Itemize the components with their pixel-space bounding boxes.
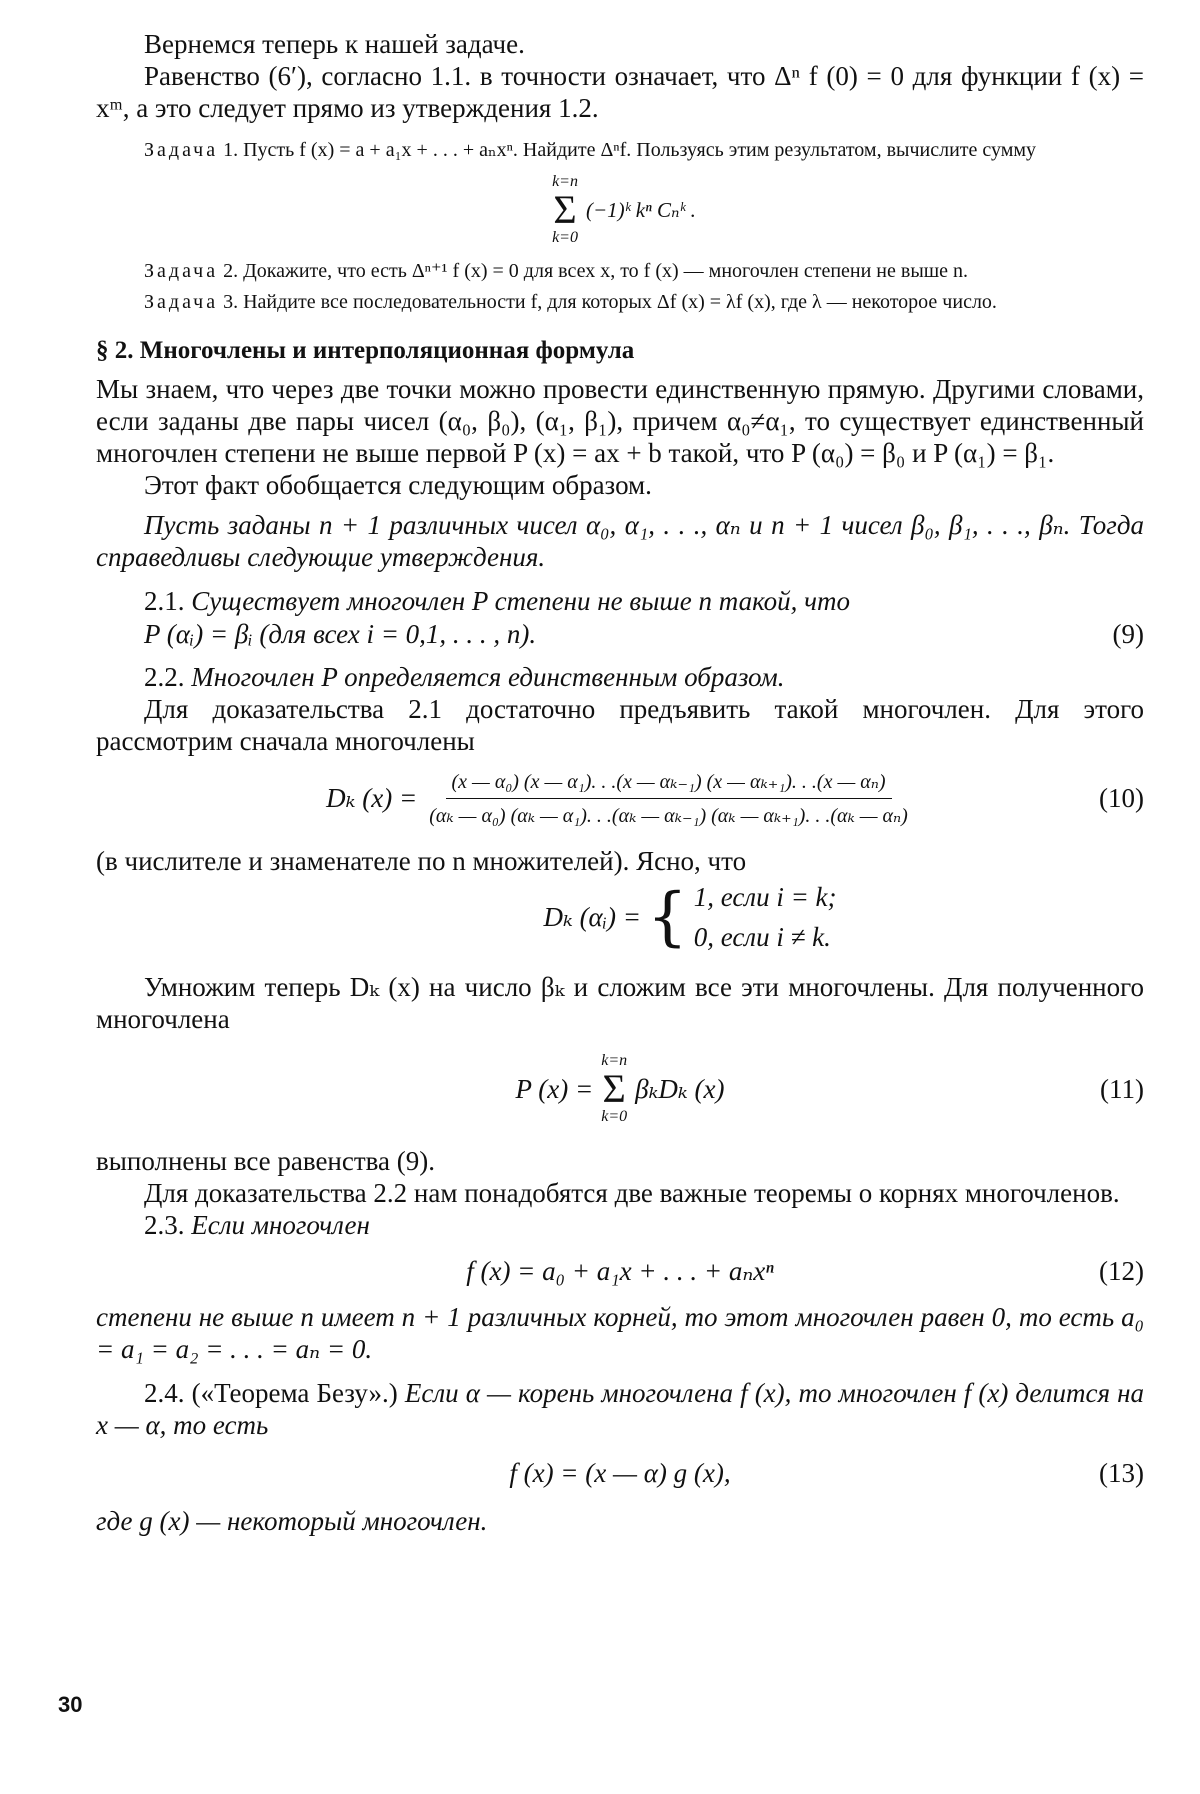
equation-13: [96, 1441, 1144, 1505]
section-heading: § 2. Многочлены и интерполяционная формула: [96, 337, 635, 364]
paragraph-equalities-hold: выполнены все равенства (9).: [96, 1146, 436, 1176]
task-3-text: 3. Найдите все последовательности f, для которых Δf (x) = λf (x), где λ — некоторое число.: [223, 291, 997, 313]
statement-2-1: [96, 585, 1144, 617]
statement-2-1-number: 2.1.: [144, 586, 185, 616]
statement-2-2-text: Многочлен P определяется единственным образом.: [191, 662, 785, 692]
equation-11-lhs: P (x) =: [515, 1073, 594, 1104]
paragraph-statement: Пусть заданы n + 1 различных чисел α₀, α₁, . . ., αₙ и n + 1 чисел β₀, β₁, . . ., βₙ. Тогда справедливы следующие утверждения.: [96, 510, 1144, 572]
equation-9-body: P (αᵢ) = βᵢ (для всех i = 0,1, . . . , n).: [144, 618, 537, 649]
statement-2-2: [96, 661, 1144, 693]
task-2-label: Задача: [144, 260, 219, 282]
page-number: 30: [58, 1692, 83, 1717]
statement-2-4: [96, 1377, 1144, 1441]
equation-11-sum: [601, 1052, 627, 1126]
sigma-symbol: Σ: [553, 187, 577, 232]
equation-11-lower: k=0: [601, 1108, 628, 1125]
paragraph-multiply: Умножим теперь Dₖ (x) на число βₖ и сложим все эти многочлены. Для полученного многочлена: [96, 972, 1144, 1034]
equation-13-body: f (x) = (x — α) g (x),: [509, 1457, 731, 1488]
cases-list: [694, 877, 837, 957]
equation-11-body: βₖDₖ (x): [635, 1073, 725, 1104]
statement-2-1-text: Существует многочлен P степени не выше n такой, что: [191, 586, 851, 616]
equation-9-number: (9): [1112, 618, 1144, 649]
equation-10: [96, 761, 1144, 835]
task-2: [96, 259, 1144, 284]
paragraph-factors: (в числителе и знаменателе по n множителей). Ясно, что: [96, 846, 747, 876]
statement-2-3-number: 2.3.: [144, 1210, 185, 1240]
sum-formula: [96, 173, 1144, 247]
equation-11: [96, 1041, 1144, 1137]
sum-upper-limit: k=n: [552, 173, 578, 190]
equation-13-number: (13): [1099, 1457, 1144, 1488]
task-3: [96, 290, 1144, 315]
task-1-text: 1. Пусть f (x) = a + a₁x + . . . + aₙxⁿ. Найдите Δⁿf. Пользуясь этим результатом, вычислите сумму: [223, 139, 1037, 161]
sum-operator: [552, 173, 578, 247]
equation-12-number: (12): [1099, 1255, 1144, 1286]
paragraph-proof-2-2: Для доказательства 2.2 нам понадобятся две важные теоремы о корнях многочленов.: [144, 1178, 1120, 1208]
task-2-text: 2. Докажите, что есть Δⁿ⁺¹ f (x) = 0 для всех x, то f (x) — многочлен степени не выше n.: [223, 260, 969, 282]
statement-2-3: [96, 1209, 1144, 1241]
task-1: [96, 138, 1144, 163]
statement-2-4-number: 2.4.: [144, 1378, 185, 1408]
equation-11-number: (11): [1100, 1073, 1144, 1104]
cases-formula: [236, 877, 1144, 957]
equation-10-lhs: Dₖ (x) =: [326, 782, 418, 813]
equation-9: [96, 617, 1144, 651]
cases-lhs: Dₖ (αᵢ) =: [543, 901, 641, 932]
paragraph-generalization: Этот факт обобщается следующим образом.: [144, 470, 652, 500]
case-2: 0, если i ≠ k.: [693, 922, 831, 952]
paragraph-equality: Равенство (6′), согласно 1.1. в точности означает, что Δⁿ f (0) = 0 для функции f (x) = xᵐ, а это следует прямо из утверждения 1.2.: [96, 61, 1144, 123]
paragraph-roots: степени не выше n имеет n + 1 различных корней, то этот многочлен равен 0, то есть a₀ = a₁ = a₂ = . . . = aₙ = 0.: [96, 1302, 1144, 1364]
paragraph-two-points: Мы знаем, что через две точки можно провести единственную прямую. Другими словами, если заданы две пары чисел (α₀, β₀), (α₁, β₁), причем α₀≠α₁, то существует единственный многочлен степени не выше первой P (x) = ax + b такой, что P (α₀) = β₀ и P (α₁) = β₁.: [96, 374, 1144, 468]
statement-2-4-plain: («Теорема Безу».): [191, 1378, 398, 1408]
task-1-label: Задача: [144, 139, 219, 161]
equation-10-denominator: (αₖ — α₀) (αₖ — α₁). . .(αₖ — αₖ₋₁) (αₖ — αₖ₊₁). . .(αₖ — αₙ): [429, 804, 908, 827]
statement-2-2-number: 2.2.: [144, 662, 185, 692]
sum-body: (−1)ᵏ kⁿ Cₙᵏ .: [585, 197, 696, 222]
paragraph-return: Вернемся теперь к нашей задаче.: [144, 29, 525, 59]
equation-10-fraction: [423, 769, 914, 828]
statement-2-4-text: Если α — корень многочлена f (x), то многочлен f (x) делится на x — α, то есть: [96, 1378, 1144, 1440]
paragraph-where-g: где g (x) — некоторый многочлен.: [96, 1506, 488, 1536]
case-1: 1, если i = k;: [693, 882, 837, 912]
equation-12: [96, 1241, 1144, 1301]
paragraph-proof-2-1: Для доказательства 2.1 достаточно предъявить такой многочлен. Для этого рассмотрим сначала многочлены: [96, 694, 1144, 756]
brace-symbol: {: [646, 880, 688, 954]
equation-11-upper: k=n: [601, 1052, 628, 1069]
equation-10-numerator: (x — α₀) (x — α₁). . .(x — αₖ₋₁) (x — αₖ₊₁). . .(x — αₙ): [446, 769, 892, 799]
sum-lower-limit: k=0: [552, 229, 578, 246]
page-content: [96, 28, 1144, 1537]
equation-10-number: (10): [1099, 782, 1144, 813]
equation-11-sigma: Σ: [602, 1066, 626, 1111]
task-3-label: Задача: [144, 291, 219, 313]
equation-12-body: f (x) = a₀ + a₁x + . . . + aₙxⁿ: [466, 1255, 774, 1286]
statement-2-3-text: Если многочлен: [191, 1210, 370, 1240]
